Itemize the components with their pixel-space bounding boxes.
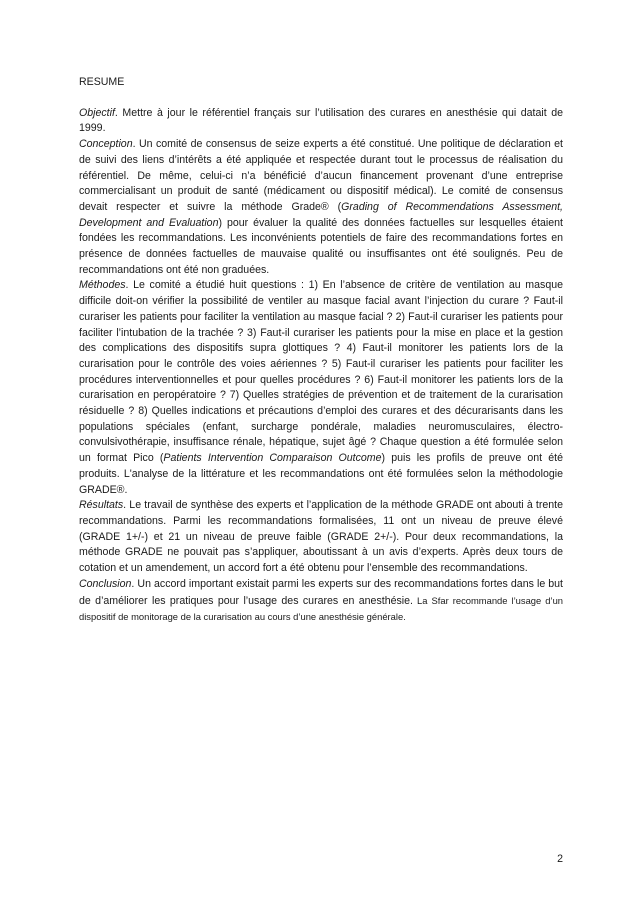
section-resultats	[79, 498, 563, 577]
abstract-body	[79, 75, 563, 626]
section-text-methodes: . Le comité a étudié huit questions : 1) En l’absence de critère de ventilation au masque difficile doit-on vérifier la possibilité de ventiler au masque facial avant l’injection du curare ? Faut-il curariser les patients pour faciliter la ventilation au masque facial ? 2) Faut-il curariser les patients pour faciliter l’intubation de la trachée ? 3) Faut-il curariser les patients pour la mise en place et la gestion des complications des dispositifs supra glottiques ? 4) Faut-il monitorer les patients lors de la curarisation pour le contrôle des voies aériennes ? 5) Faut-il curariser les patients pour faciliter les procédures interventionnelles et pour quelles procédures ? 6) Faut-il monitorer les patients lors de la curarisation en peropératoire ? 7) Quelles stratégies de prévention et de traitement de la curarisation résiduelle ? 8) Quelles indications et précautions d’emploi des curares et des décurarisants dans les populations spéciales (enfant, surcharge pondérale, maladies neuromusculaires, électro-convulsivothérapie, insuffisance rénale, hépatique, sujet âgé ? Chaque question a été formulée selon un format Pico (	[79, 279, 563, 465]
section-label-objectif: Objectif	[79, 106, 115, 119]
section-objectif	[79, 106, 563, 137]
section-text-conclusion: . Un accord important existait parmi les experts sur des recommandations fortes dans le but de d’améliorer les pratiques pour l’usage des curares en anesthésie.	[79, 577, 563, 607]
section-italic-methodes: Patients Intervention Comparaison Outcome	[163, 452, 382, 465]
section-small-text-conclusion: La Sfar recommande l’usage d’un dispositif de monitorage de la curarisation au cours d’une anesthésie générale.	[79, 594, 563, 623]
section-label-conception: Conception	[79, 138, 133, 151]
section-conclusion	[79, 577, 563, 626]
page-number: 2	[557, 853, 563, 865]
section-italic-conception: Grading of Recommendations Assessment, Development and Evaluation	[79, 200, 563, 229]
section-text-after-methodes: ) puis les profils de preuve ont été produits. L'analyse de la littérature et les recommandations ont été formulées selon la méthodologie GRADE®.	[79, 452, 563, 496]
section-text-objectif: . Mettre à jour le référentiel français sur l’utilisation des curares en anesthésie qui datait de 1999.	[79, 106, 563, 135]
section-label-resultats: Résultats	[79, 499, 124, 512]
abstract-heading: RESUME	[79, 76, 125, 88]
section-text-after-conception: ) pour évaluer la qualité des données factuelles sur lesquelles étaient fondées les recommandations. Les inconvénients potentiels de faire des recommandations fortes en présence de données factuelles de mauvaise qualité ou insuffisantes ont été soulignés. Peu de recommandations ont été non graduées.	[79, 216, 563, 276]
section-label-methodes: Méthodes	[79, 279, 126, 292]
section-label-conclusion: Conclusion	[79, 577, 132, 590]
section-text-conception: . Un comité de consensus de seize experts a été constitué. Une politique de déclaration et de suivi des liens d’intérêts a été appliquée et respectée durant tout le processus de réalisation du référentiel. De même, celui-ci n’a bénéficié d’aucun financement provenant d’une entreprise commercialisant un produit de santé (médicament ou dispositif médical). Le comité de consensus devait respecter et suivre la méthode Grade® (	[79, 138, 563, 213]
section-conception	[79, 137, 563, 278]
section-text-resultats: . Le travail de synthèse des experts et l’application de la méthode GRADE ont abouti à trente recommandations. Parmi les recommandations formalisées, 11 ont un niveau de preuve élevé (GRADE 1+/-) et 21 un niveau de preuve faible (GRADE 2+/-). Pour deux recommandations, la méthode GRADE ne pouvait pas s’appliquer, aboutissant à un avis d’experts. Après deux tours de cotation et un amendement, un accord fort a été obtenu pour l’ensemble des recommandations.	[79, 499, 563, 575]
section-methodes	[79, 278, 563, 498]
